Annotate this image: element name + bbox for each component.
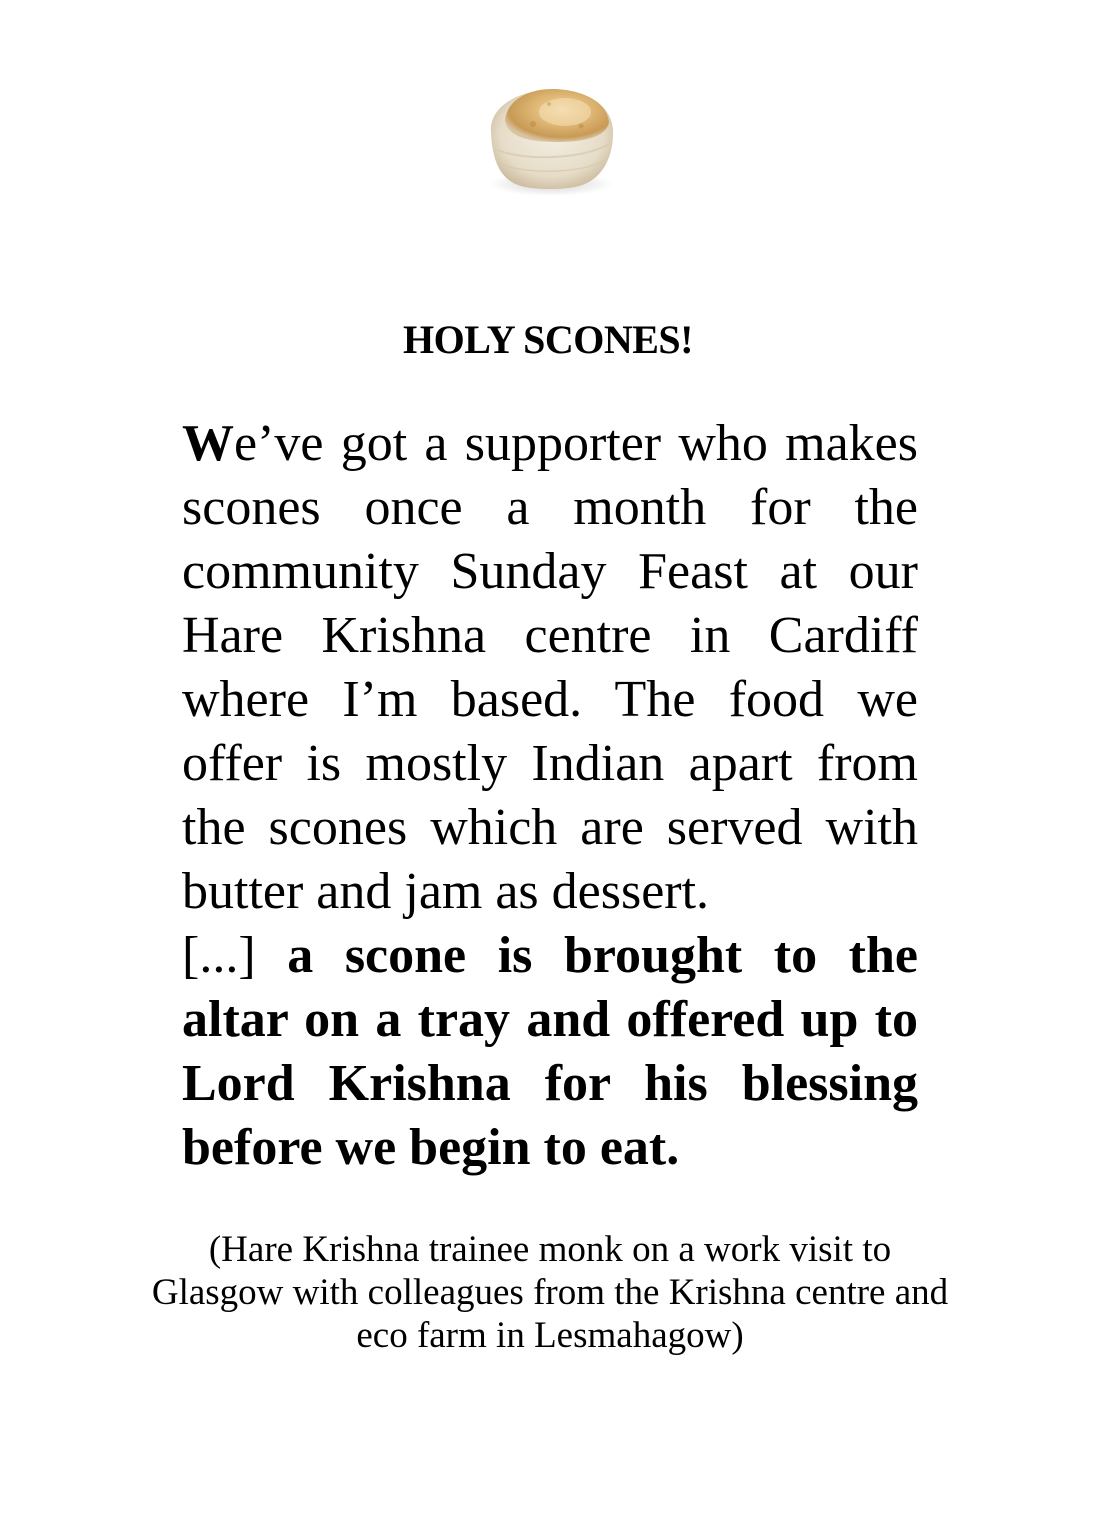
quote-body (182, 412, 918, 1180)
attribution: (Hare Krishna trainee monk on a work visit to Glasgow with colleagues from the Krishna centre and eco farm in Lesmahagow) (151, 1229, 949, 1356)
quote-paragraph-1-text: e’ve got a supporter who makes scones once a month for the community Sunday Feast at our Hare Krishna centre in Cardiff where I’m based. The food we offer is mostly Indian apart from the scones which are served with butter and jam as dessert. (182, 415, 918, 920)
quote-paragraph-2 (182, 924, 918, 1180)
drop-cap: W (182, 415, 234, 472)
quote-ellipsis: [...] (182, 927, 256, 984)
scone-icon (483, 80, 619, 200)
quote-paragraph-1 (182, 412, 918, 924)
page-title: HOLY SCONES! (402, 317, 693, 362)
scone-image (483, 80, 619, 200)
quote-paragraph-2-bold-text: a scone is brought to the altar on a tray and offered up to Lord Krishna for his blessing before we begin to eat. (182, 927, 919, 1176)
